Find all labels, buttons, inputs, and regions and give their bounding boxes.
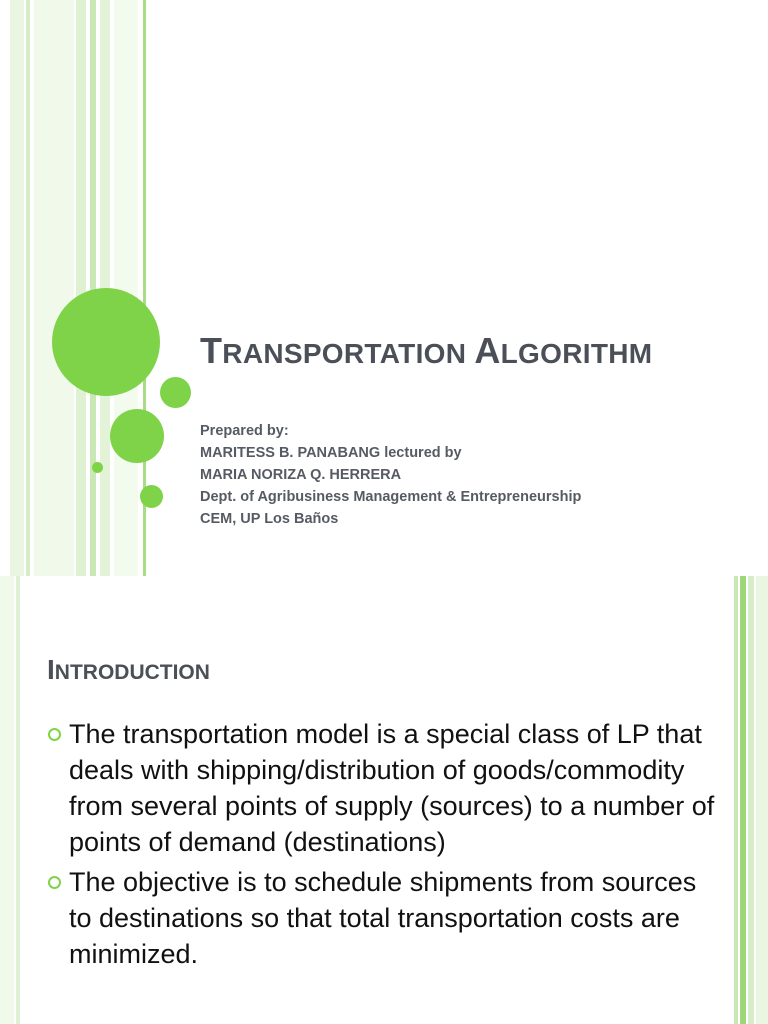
decorative-circle-tiny bbox=[92, 462, 103, 473]
credits-line: MARIA NORIZA Q. HERRERA bbox=[200, 467, 402, 483]
heading-word: NTRODUCTION bbox=[54, 661, 210, 684]
decorative-stripe bbox=[756, 576, 768, 1024]
decorative-stripe bbox=[34, 0, 74, 576]
decorative-stripe bbox=[0, 576, 14, 1024]
credits-line: Prepared by: bbox=[200, 423, 289, 439]
credits-block bbox=[200, 420, 581, 530]
decorative-stripe bbox=[26, 0, 30, 576]
title-word: RANSPORTATION bbox=[222, 338, 475, 369]
title-initial: T bbox=[200, 330, 223, 371]
decorative-circle-medium bbox=[110, 409, 164, 463]
decorative-stripe bbox=[16, 576, 20, 1024]
credits-line: CEM, UP Los Baños bbox=[200, 511, 339, 527]
decorative-circle-small bbox=[140, 485, 163, 508]
title-initial: A bbox=[474, 330, 501, 371]
bullet-text: The objective is to schedule shipments from sources to destinations so that total transportation costs are minimized. bbox=[69, 867, 697, 969]
decorative-stripe bbox=[748, 576, 754, 1024]
bullet-list bbox=[46, 716, 726, 976]
credits-line: Dept. of Agribusiness Management & Entrepreneurship bbox=[200, 489, 582, 505]
heading-initial: I bbox=[47, 654, 55, 685]
decorative-stripe bbox=[76, 0, 86, 576]
slide-heading bbox=[47, 654, 210, 686]
introduction-slide bbox=[0, 576, 768, 1024]
hollow-circle-icon bbox=[48, 728, 61, 741]
decorative-stripe bbox=[10, 0, 24, 576]
bullet-item bbox=[46, 716, 726, 860]
bullet-text: The transportation model is a special class of LP that deals with shipping/distribution of goods/commodity from several points of supply (sources) to a number of points of demand (destinations) bbox=[69, 719, 715, 857]
decorative-circle-large bbox=[52, 288, 160, 396]
decorative-stripe bbox=[114, 0, 138, 576]
title-word: LGORITHM bbox=[500, 338, 653, 369]
decorative-circle-small bbox=[160, 377, 191, 408]
hollow-circle-icon bbox=[48, 876, 61, 889]
credits-line: MARITESS B. PANABANG lectured by bbox=[200, 445, 462, 461]
decorative-stripe bbox=[734, 576, 738, 1024]
slide-title bbox=[200, 330, 652, 372]
decorative-stripe bbox=[740, 576, 746, 1024]
bullet-item bbox=[46, 864, 726, 972]
